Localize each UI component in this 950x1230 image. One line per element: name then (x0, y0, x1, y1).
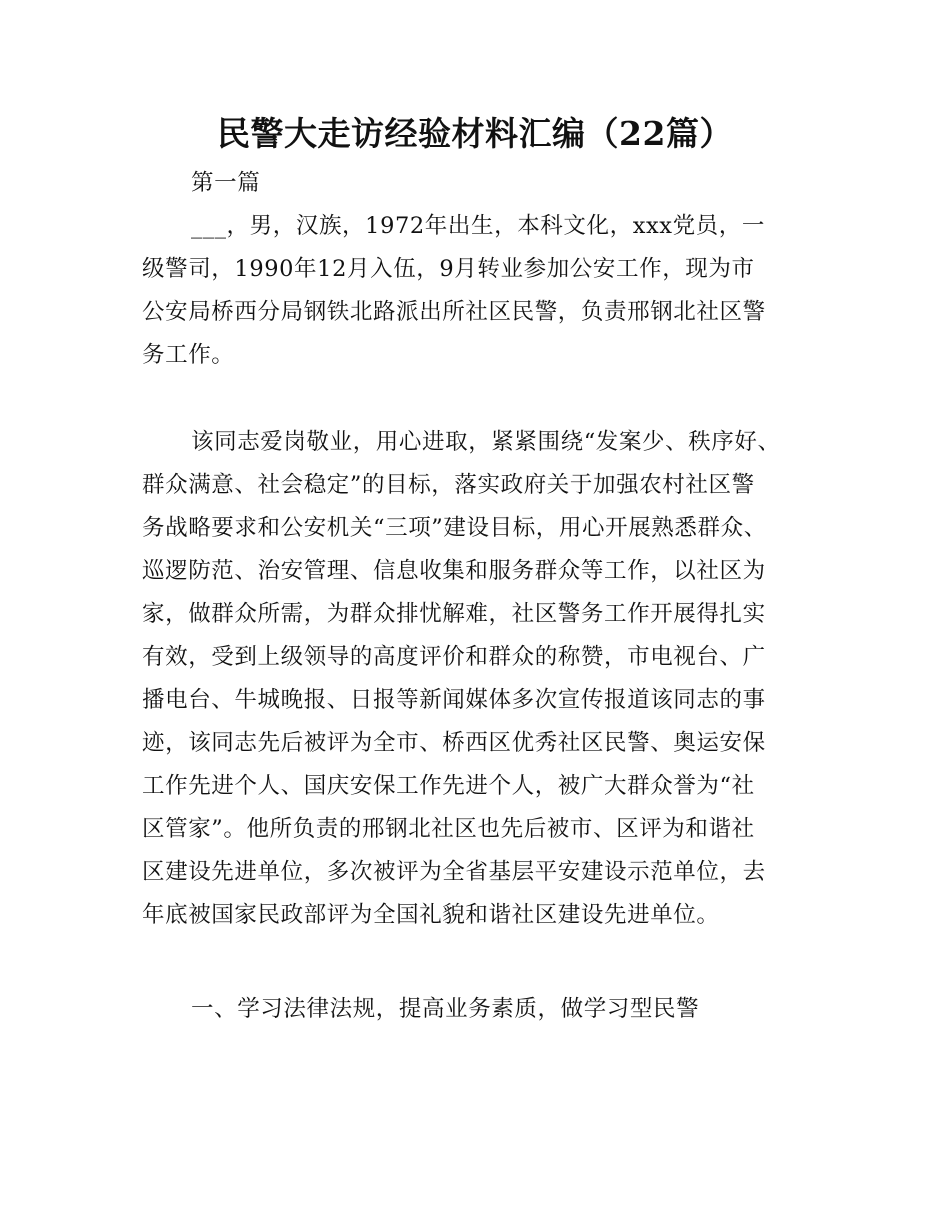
document-title: 民警大走访经验材料汇编（22篇） (217, 114, 733, 153)
paragraph-2-line: 迹，该同志先后被评为全市、桥西区优秀社区民警、奥运安保 (142, 730, 766, 756)
paragraph-2-line: 务战略要求和公安机关“三项”建设目标，用心开展熟悉群众、 (142, 515, 767, 541)
paragraph-2-line: 年底被国家民政部评为全国礼貌和谐社区建设先进单位。 (142, 902, 720, 928)
paragraph-2-line: 巡逻防范、治安管理、信息收集和服务群众等工作，以社区为 (142, 558, 766, 584)
paragraph-2-line: 区建设先进单位，多次被评为全省基层平安建设示范单位，去 (142, 859, 766, 885)
paragraph-1-line: 级警司，1990年12月入伍，9月转业参加公安工作，现为市 (142, 256, 755, 282)
paragraph-2-line: 该同志爱岗敬业，用心进取，紧紧围绕“发案少、秩序好、 (191, 429, 781, 455)
paragraph-2-line: 群众满意、社会稳定”的目标，落实政府关于加强农村社区警 (142, 472, 755, 498)
paragraph-2-line: 区管家”。他所负责的邢钢北社区也先后被市、区评为和谐社 (142, 816, 755, 842)
paragraph-2-line: 播电台、牛城晚报、日报等新闻媒体多次宣传报道该同志的事 (142, 687, 766, 713)
paragraph-2-line: 有效，受到上级领导的高度评价和群众的称赞，市电视台、广 (142, 644, 766, 670)
paragraph-2-line: 工作先进个人、国庆安保工作先进个人，被广大群众誉为“社 (142, 773, 755, 799)
paragraph-1-line: ___，男，汉族，1972年出生，本科文化，xxx党员，一 (191, 213, 765, 239)
section-label: 第一篇 (191, 170, 261, 196)
paragraph-1-line: 务工作。 (142, 342, 235, 368)
section-heading: 一、学习法律法规，提高业务素质，做学习型民警 (191, 996, 700, 1022)
paragraph-2-line: 家，做群众所需，为群众排忧解难，社区警务工作开展得扎实 (142, 601, 766, 627)
paragraph-1-line: 公安局桥西分局钢铁北路派出所社区民警，负责邢钢北社区警 (142, 299, 766, 325)
